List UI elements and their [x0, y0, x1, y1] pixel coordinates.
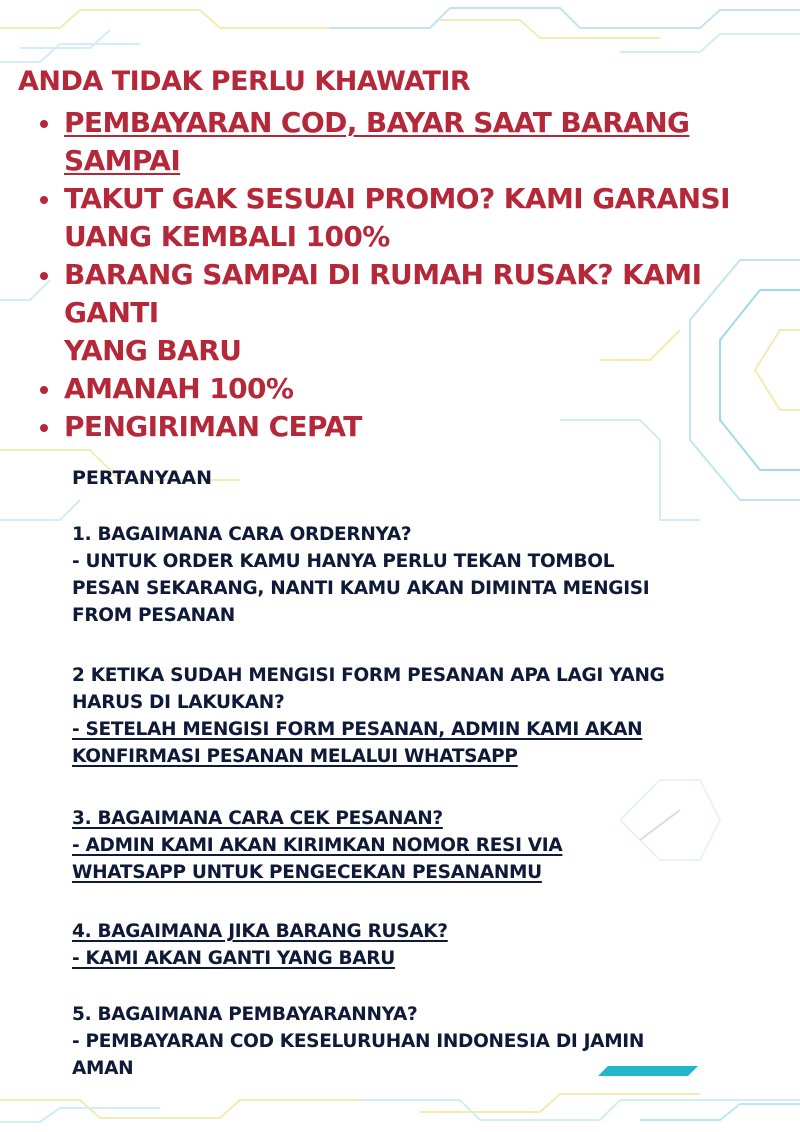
faq-question: 2 KETIKA SUDAH MENGISI FORM PESANAN APA LAGI YANG: [72, 665, 665, 686]
benefit-line: UANG KEMBALI 100%: [64, 220, 390, 253]
faq-answer-line: FROM PESANAN: [72, 605, 235, 626]
benefit-item-trust: [40, 370, 785, 408]
faq-answer-line: KONFIRMASI PESANAN MELALUI WHATSAPP: [72, 746, 518, 767]
faq-answer-line: - SETELAH MENGISI FORM PESANAN, ADMIN KAMI AKAN: [72, 719, 643, 740]
benefit-line: TAKUT GAK SESUAI PROMO? KAMI GARANSI: [64, 182, 730, 215]
benefit-list: [40, 104, 785, 446]
faq-question: 4. BAGAIMANA JIKA BARANG RUSAK?: [72, 921, 448, 942]
faq-item-4: [72, 918, 722, 972]
benefit-item-replacement: [40, 256, 785, 370]
faq-answer-line: PESAN SEKARANG, NANTI KAMU AKAN DIMINTA MENGISI: [72, 578, 650, 599]
benefit-line: PENGIRIMAN CEPAT: [64, 410, 362, 443]
faq-item-1: [72, 521, 722, 629]
benefit-line: AMANAH 100%: [64, 372, 294, 405]
faq-answer-line: - KAMI AKAN GANTI YANG BARU: [72, 948, 395, 969]
faq-question: 3. BAGAIMANA CARA CEK PESANAN?: [72, 808, 443, 829]
benefit-item-shipping: [40, 408, 785, 446]
page-heading: ANDA TIDAK PERLU KHAWATIR: [18, 66, 471, 97]
faq-item-2: [72, 662, 722, 770]
faq-answer-line: - ADMIN KAMI AKAN KIRIMKAN NOMOR RESI VIA: [72, 835, 563, 856]
benefit-item-cod: [40, 104, 785, 180]
faq-question: HARUS DI LAKUKAN?: [72, 692, 285, 713]
teal-accent-bar: [598, 1066, 698, 1076]
benefit-line: YANG BARU: [64, 334, 242, 367]
benefit-line: BARANG SAMPAI DI RUMAH RUSAK? KAMI GANTI: [64, 258, 702, 329]
benefit-item-guarantee: [40, 180, 785, 256]
faq-answer-line: AMAN: [72, 1058, 134, 1079]
faq-answer-line: - UNTUK ORDER KAMU HANYA PERLU TEKAN TOMBOL: [72, 551, 615, 572]
faq-answer-line: WHATSAPP UNTUK PENGECEKAN PESANANMU: [72, 862, 542, 883]
benefit-line: SAMPAI: [64, 144, 181, 177]
benefit-line: PEMBAYARAN COD, BAYAR SAAT BARANG: [64, 106, 690, 139]
faq-question: 5. BAGAIMANA PEMBAYARANNYA?: [72, 1004, 418, 1025]
faq-title: PERTANYAAN: [72, 467, 213, 489]
faq-question: 1. BAGAIMANA CARA ORDERNYA?: [72, 524, 412, 545]
faq-item-3: [72, 805, 722, 886]
faq-answer-line: - PEMBAYARAN COD KESELURUHAN INDONESIA DI JAMIN: [72, 1031, 645, 1052]
